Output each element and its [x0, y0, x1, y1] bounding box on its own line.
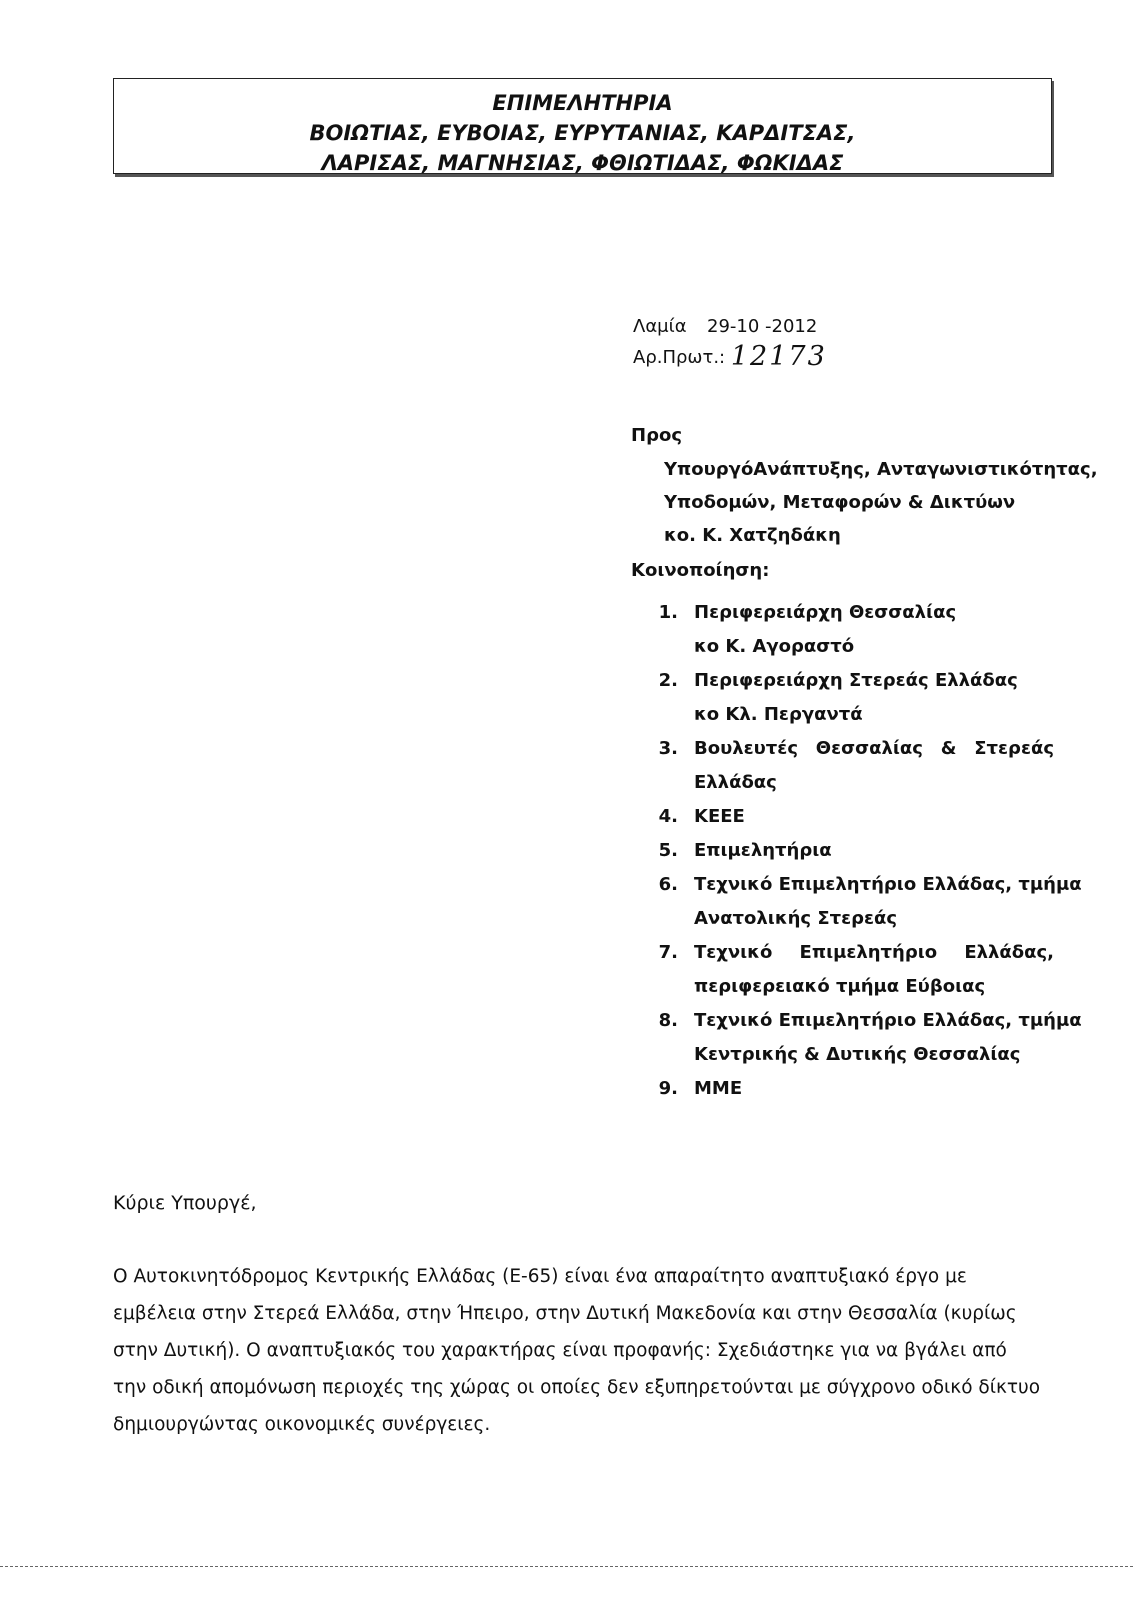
cc-word: Βουλευτές — [694, 738, 798, 759]
cc-word: Ελλάδας, — [964, 942, 1054, 963]
cc-number: 2. — [658, 670, 678, 691]
cc-text: Επιμελητήρια — [694, 840, 832, 861]
cc-text: ΜΜΕ — [694, 1078, 743, 1099]
cc-word: & — [940, 738, 957, 759]
salutation: Κύριε Υπουργέ, — [113, 1192, 257, 1214]
protocol-number-handwritten: 12173 — [730, 341, 827, 372]
cc-text — [694, 732, 1054, 766]
cc-label: Κοινοποίηση: — [631, 560, 770, 581]
cc-number: 3. — [658, 738, 678, 759]
body-line-3: στην Δυτική). Ο αναπτυξιακός του χαρακτήρας είναι προφανής: Σχεδιάστηκε για να βγάλει από — [113, 1340, 1007, 1361]
protocol-label: Αρ.Πρωτ.: — [633, 347, 726, 368]
cc-text-continued: κο Κ. Αγοραστό — [694, 636, 855, 657]
cc-number: 9. — [658, 1078, 678, 1099]
cc-text: Περιφερειάρχη Στερεάς Ελλάδας — [694, 670, 1018, 691]
cc-text-continued: Ελλάδας — [694, 772, 777, 793]
date-row — [633, 312, 827, 342]
cc-text-continued: περιφερειακό τμήμα Εύβοιας — [694, 976, 986, 997]
cc-number: 4. — [658, 806, 678, 827]
recipient-line-2: Υποδομών, Μεταφορών & Δικτύων — [664, 492, 1016, 513]
city: Λαμία — [633, 316, 687, 337]
letterhead-regions-line-2: ΛΑΡΙΣΑΣ, ΜΑΓΝΗΣΙΑΣ, ΦΘΙΩΤΙΔΑΣ, ΦΩΚΙΔΑΣ — [321, 151, 844, 175]
body-line-5: δημιουργώντας οικονομικές συνέργειες. — [113, 1414, 491, 1435]
recipient-line-3: κο. Κ. Χατζηδάκη — [664, 525, 841, 546]
cc-text: Τεχνικό Επιμελητήριο Ελλάδας, τμήμα — [694, 874, 1082, 895]
cc-number: 8. — [658, 1010, 678, 1031]
letterhead-box — [113, 78, 1052, 174]
cc-text-continued: κο Κλ. Περγαντά — [694, 704, 863, 725]
scan-edge-rule — [0, 1566, 1133, 1567]
cc-number: 6. — [658, 874, 678, 895]
letterhead-regions-line-1: ΒΟΙΩΤΙΑΣ, ΕΥΒΟΙΑΣ, ΕΥΡΥΤΑΝΙΑΣ, ΚΑΡΔΙΤΣΑΣ, — [309, 121, 856, 145]
date: 29-10 -2012 — [707, 316, 818, 337]
cc-text — [694, 936, 1054, 970]
date-block — [633, 312, 827, 372]
cc-number: 1. — [658, 602, 678, 623]
cc-text: Περιφερειάρχη Θεσσαλίας — [694, 602, 957, 623]
cc-text-continued: Κεντρικής & Δυτικής Θεσσαλίας — [694, 1044, 1021, 1065]
body-line-1: Ο Αυτοκινητόδρομος Κεντρικής Ελλάδας (Ε-65) είναι ένα απαραίτητο αναπτυξιακό έργο με — [113, 1266, 967, 1287]
recipient-line-1: ΥπουργόΑνάπτυξης, Ανταγωνιστικότητας, — [664, 459, 1098, 480]
body-line-4: την οδική απομόνωση περιοχές της χώρας οι οποίες δεν εξυπηρετούνται με σύγχρονο οδικό δίκτυο — [113, 1377, 1041, 1398]
cc-text: ΚΕΕΕ — [694, 806, 745, 827]
body-line-2: εμβέλεια στην Στερεά Ελλάδα, στην Ήπειρο, στην Δυτική Μακεδονία και στην Θεσσαλία (κυρίως — [113, 1303, 1017, 1324]
cc-number: 5. — [658, 840, 678, 861]
cc-word: Θεσσαλίας — [815, 738, 923, 759]
cc-word: Τεχνικό — [694, 942, 773, 963]
cc-text-continued: Ανατολικής Στερεάς — [694, 908, 898, 929]
protocol-row — [633, 342, 827, 372]
letter-body-paragraph — [113, 1258, 1041, 1443]
cc-number: 7. — [658, 942, 678, 963]
cc-text: Τεχνικό Επιμελητήριο Ελλάδας, τμήμα — [694, 1010, 1082, 1031]
cc-word: Στερεάς — [974, 738, 1054, 759]
cc-word: Επιμελητήριο — [799, 942, 938, 963]
recipient-label: Προς — [631, 425, 682, 446]
letterhead-title: ΕΠΙΜΕΛΗΤΗΡΙΑ — [492, 91, 673, 115]
